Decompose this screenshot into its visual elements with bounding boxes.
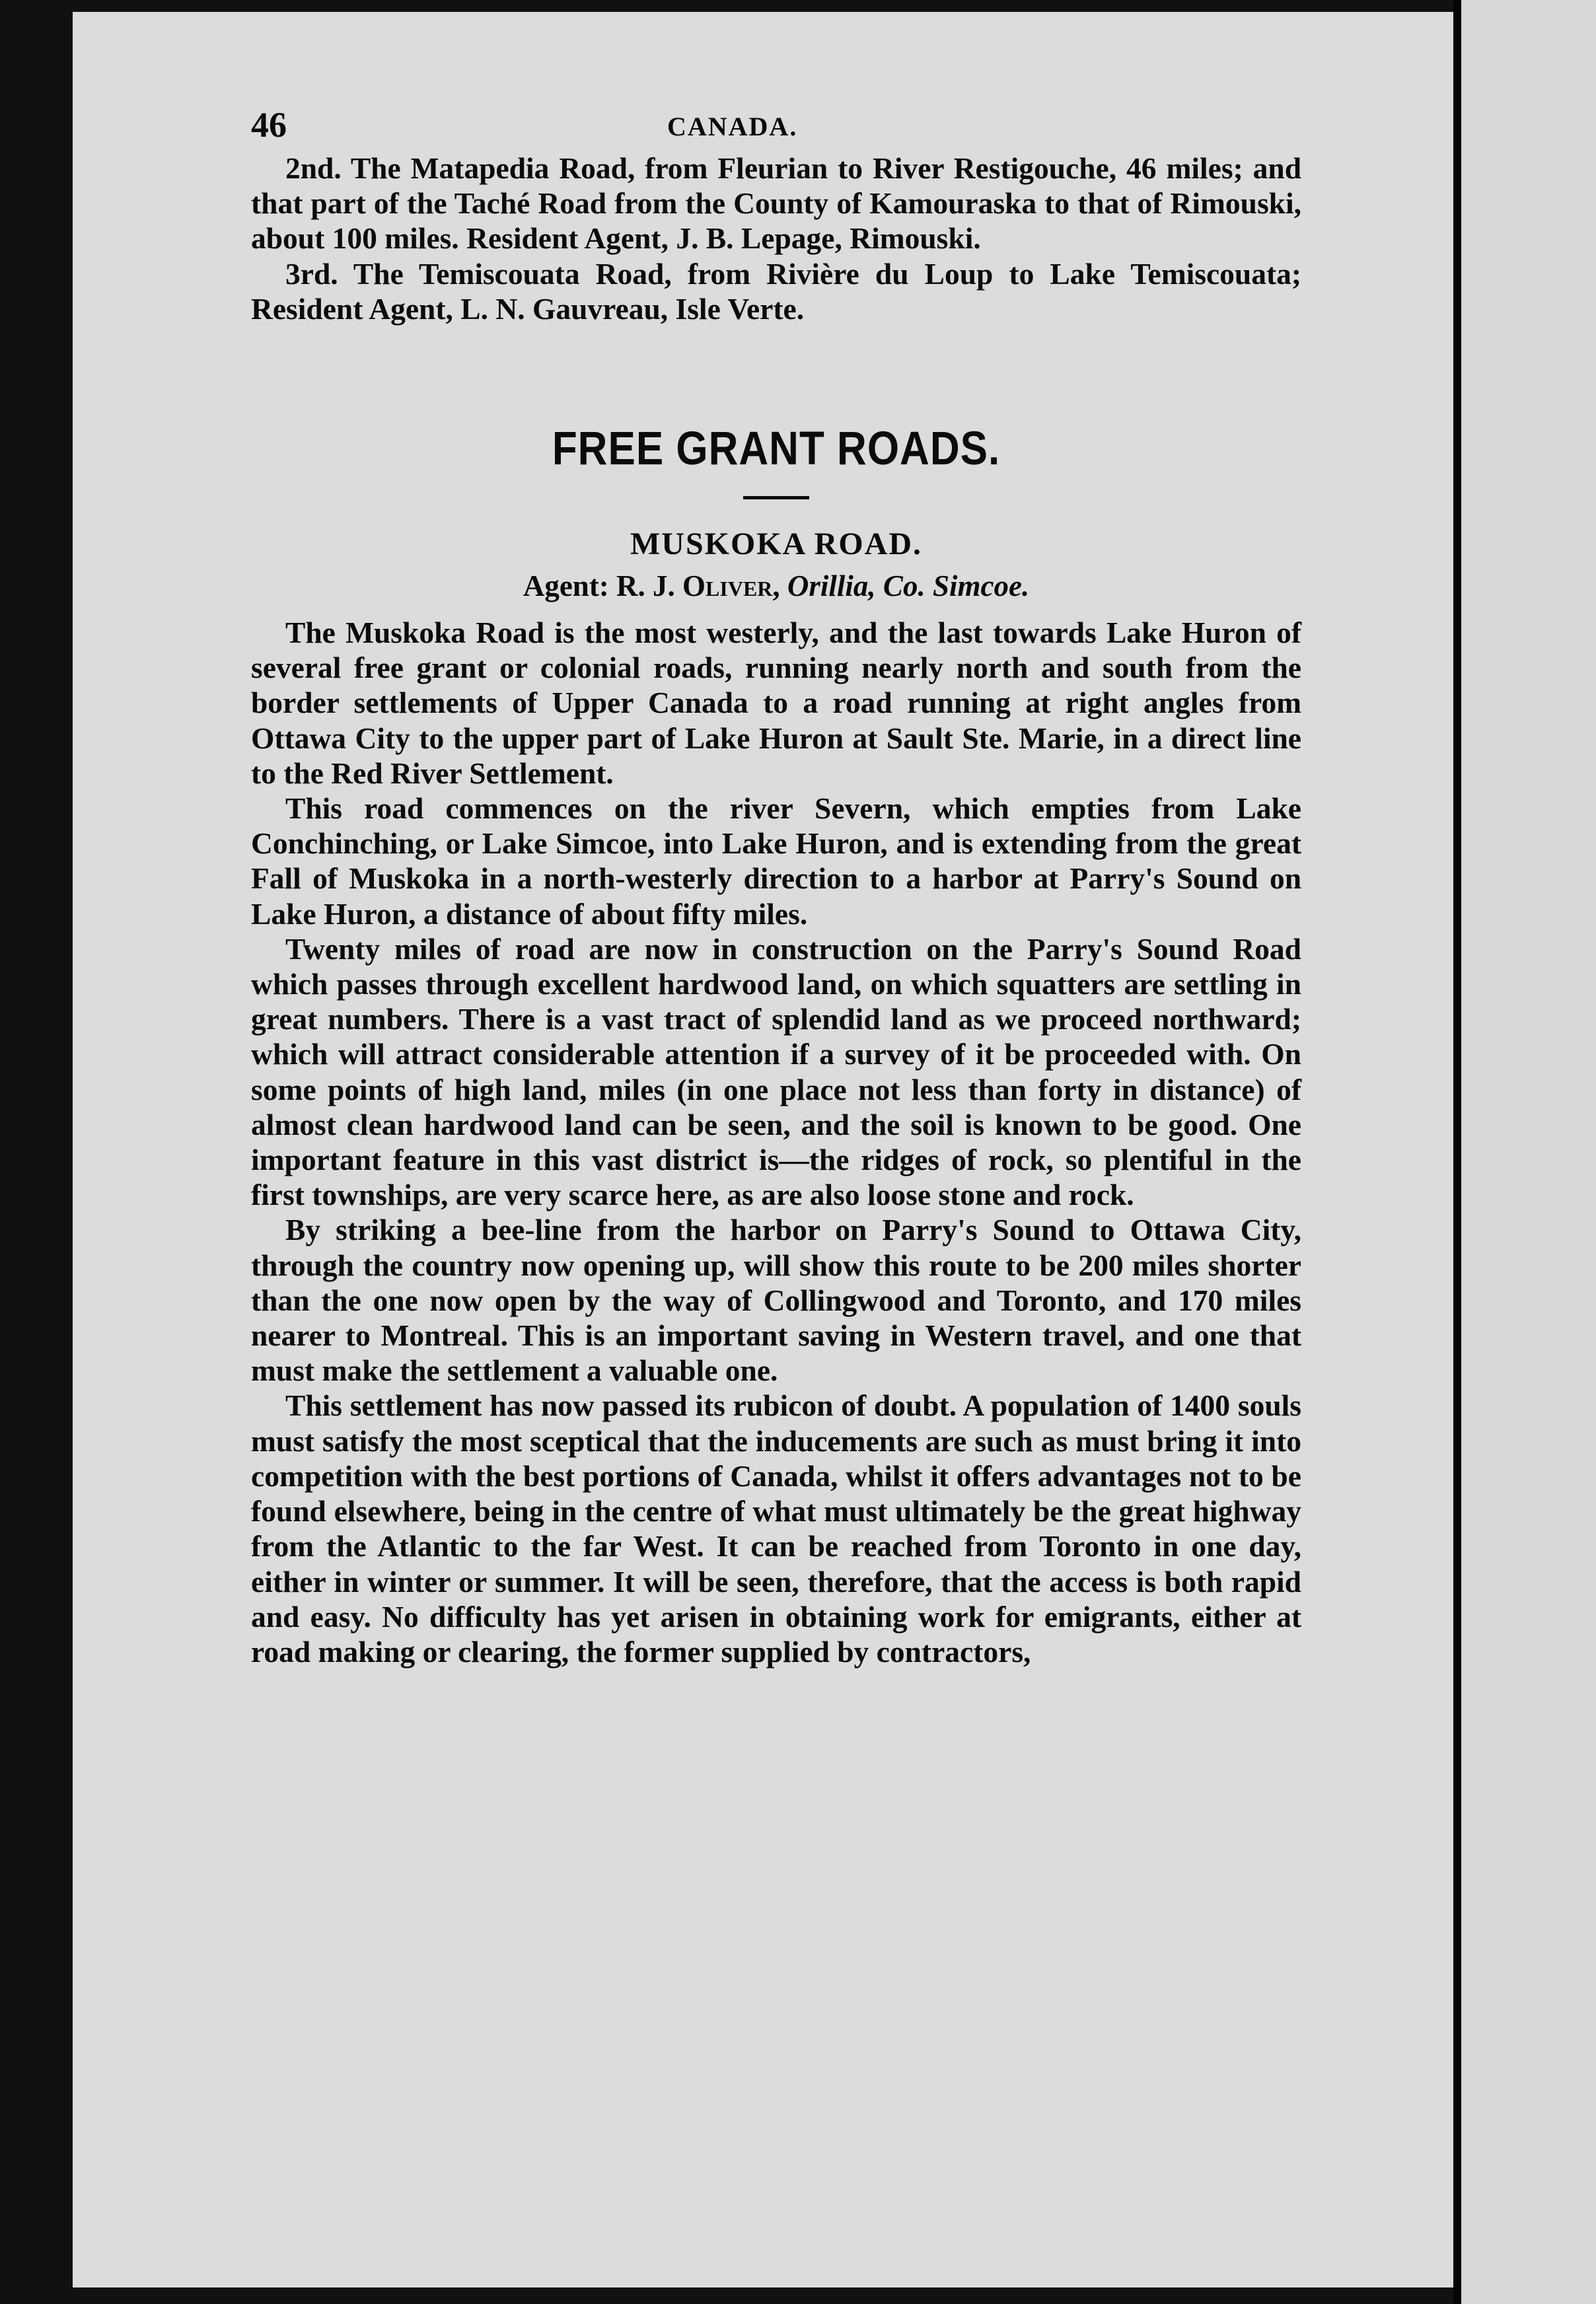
body-text — [251, 615, 1301, 1669]
title-rule — [743, 496, 809, 499]
body-paragraph: Twenty miles of road are now in construction on the Parry's Sound Road which passes through excellent hardwood land, on which squatters are settling in great numbers. There is a vast tract of splendid land as we proceed northward; which will attract considerable attention if a survey of it be proceeded with. On some points of high land, miles (in one place not less than forty in distance) of almost clean hardwood land can be seen, and the soil is known to be good. One important feature in this vast district is—the ridges of rock, so plentiful in the first townships, are very scarce here, as are also loose stone and rock. — [251, 931, 1301, 1212]
running-head — [251, 104, 1301, 151]
body-paragraph: This road commences on the river Severn, which empties from Lake Conchinching, or Lake Simcoe, into Lake Huron, and is extending from the great Fall of Muskoka in a north-westerly direction to a harbor at Parry's Sound on Lake Huron, a distance of about fifty miles. — [251, 791, 1301, 931]
intro-paragraph-temiscouata: 3rd. The Temiscouata Road, from Rivière du Loup to Lake Temiscouata; Resident Agent, L. N. Gauvreau, Isle Verte. — [251, 256, 1301, 326]
agent-place: Orillia, Co. Simcoe. — [787, 569, 1030, 603]
page-number: 46 — [251, 105, 287, 145]
agent-label: Agent: — [523, 569, 609, 603]
intro-paragraph-matapedia: 2nd. The Matapedia Road, from Fleurian to River Restigouche, 46 miles; and that part of the Taché Road from the County of Kamouraska to that of Rimouski, about 100 miles. Resident Agent, J. B. Lepage, Rimouski. — [251, 151, 1301, 256]
page-content — [251, 104, 1301, 1669]
body-paragraph: By striking a bee-line from the harbor on Parry's Sound to Ottawa City, through the country now opening up, will show this route to be 200 miles shorter than the one now open by the way of Collingwood and Toronto, and 170 miles nearer to Montreal. This is an important saving in Western travel, and one that must make the settlement a valuable one. — [251, 1213, 1301, 1388]
book-spine — [1453, 0, 1461, 2304]
body-paragraph: The Muskoka Road is the most westerly, and the last towards Lake Huron of several free grant or colonial roads, running nearly north and south from the border settlements of Upper Canada to a road running at right angles from Ottawa City to the upper part of Lake Huron at Sault Ste. Marie, in a direct line to the Red River Settlement. — [251, 616, 1301, 790]
body-paragraph: This settlement has now passed its rubicon of doubt. A population of 1400 souls must satisfy the most sceptical that the inducements are such as must bring it into competition with the best portions of Canada, whilst it offers advantages not to be found elsewhere, being in the centre of what must ultimately be the great highway from the Atlantic to the far West. It can be reached from Toronto in one day, either in winter or summer. It will be seen, therefore, that the access is both rapid and easy. No difficulty has yet arisen in obtaining work for emigrants, either at road making or clearing, the former supplied by contractors, — [251, 1388, 1301, 1669]
book-page — [73, 12, 1460, 2287]
agent-line — [251, 569, 1301, 603]
agent-name: R. J. Oliver, — [616, 569, 780, 603]
section-title: FREE GRANT ROADS. — [552, 422, 1001, 476]
running-title: CANADA. — [667, 112, 798, 141]
facing-page-edge — [1461, 0, 1596, 2304]
section-subtitle: MUSKOKA ROAD. — [630, 526, 922, 562]
